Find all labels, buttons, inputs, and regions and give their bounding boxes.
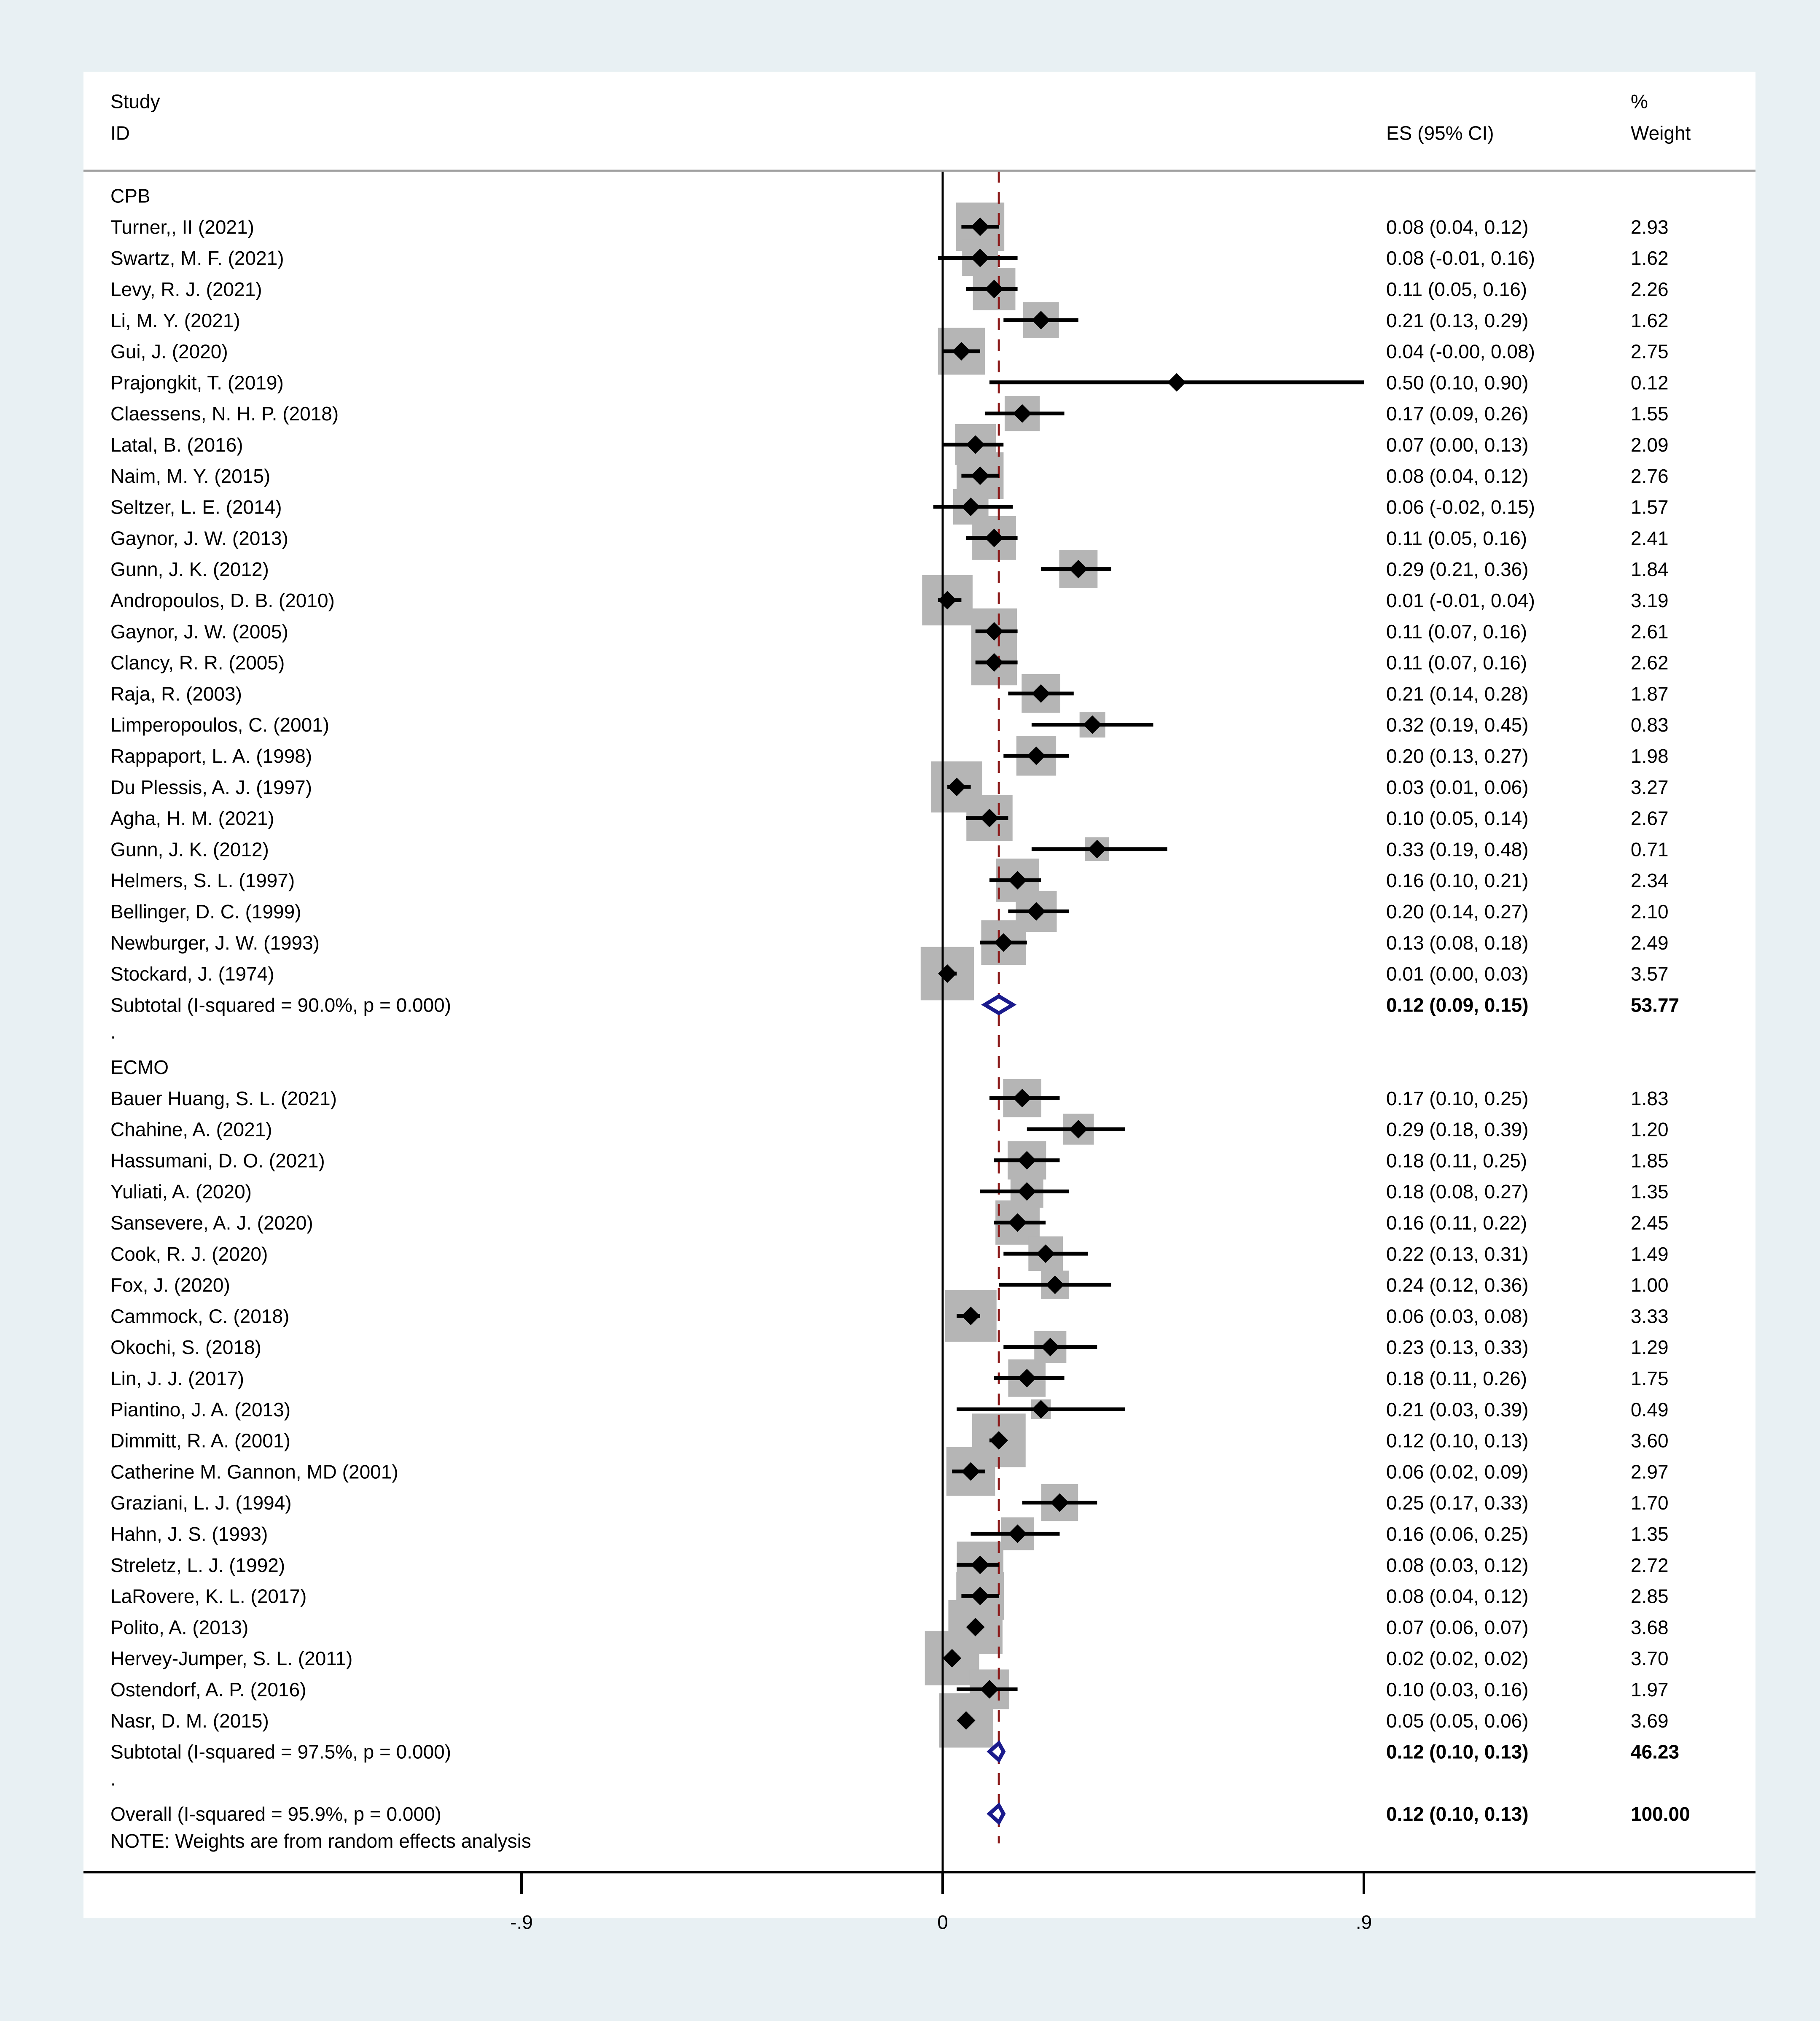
study-label: Gui, J. (2020)	[110, 340, 228, 363]
study-weight-text: 1.83	[1631, 1087, 1669, 1109]
study-weight-text: 2.61	[1631, 620, 1669, 643]
subtotal-label: Subtotal (I-squared = 97.5%, p = 0.000)	[110, 1741, 452, 1763]
study-weight-text: 2.45	[1631, 1211, 1669, 1234]
study-es-text: 0.20 (0.14, 0.27)	[1386, 900, 1529, 923]
overall-weight-text: 100.00	[1631, 1803, 1690, 1825]
note-text: NOTE: Weights are from random effects analysis	[110, 1830, 531, 1852]
study-label: Seltzer, L. E. (2014)	[110, 496, 282, 518]
forest-plot	[83, 72, 1755, 1933]
study-label: Lin, J. J. (2017)	[110, 1367, 245, 1389]
x-tick-label: 0	[937, 1911, 948, 1933]
study-es-text: 0.11 (0.05, 0.16)	[1386, 278, 1527, 300]
study-es-text: 0.07 (0.00, 0.13)	[1386, 433, 1529, 456]
study-es-text: 0.25 (0.17, 0.33)	[1386, 1492, 1529, 1514]
study-weight-text: 2.97	[1631, 1461, 1669, 1483]
plot-panel	[83, 72, 1755, 1933]
study-label: Claessens, N. H. P. (2018)	[110, 403, 339, 425]
study-es-text: 0.21 (0.13, 0.29)	[1386, 309, 1529, 331]
study-weight-text: 3.57	[1631, 963, 1669, 985]
header-study: Study	[110, 90, 160, 113]
study-label: Levy, R. J. (2021)	[110, 278, 262, 300]
study-label: Ostendorf, A. P. (2016)	[110, 1678, 306, 1701]
study-es-text: 0.50 (0.10, 0.90)	[1386, 371, 1529, 394]
study-weight-text: 1.57	[1631, 496, 1669, 518]
overall-es-text: 0.12 (0.10, 0.13)	[1386, 1803, 1529, 1825]
study-weight-text: 3.68	[1631, 1616, 1669, 1639]
study-es-text: 0.16 (0.11, 0.22)	[1386, 1211, 1527, 1234]
study-es-text: 0.29 (0.18, 0.39)	[1386, 1118, 1529, 1141]
study-weight-text: 0.12	[1631, 371, 1669, 394]
study-weight-text: 2.26	[1631, 278, 1669, 300]
study-weight-text: 0.71	[1631, 838, 1669, 861]
study-weight-text: 3.69	[1631, 1709, 1669, 1732]
header-es: ES (95% CI)	[1386, 122, 1494, 144]
study-weight-text: 2.62	[1631, 651, 1669, 674]
study-label: Chahine, A. (2021)	[110, 1118, 272, 1141]
study-weight-text: 3.70	[1631, 1647, 1669, 1670]
study-es-text: 0.07 (0.06, 0.07)	[1386, 1616, 1529, 1639]
study-es-text: 0.33 (0.19, 0.48)	[1386, 838, 1529, 861]
study-label: Gaynor, J. W. (2013)	[110, 527, 288, 549]
separator-dot: .	[110, 1768, 116, 1790]
study-weight-text: 1.55	[1631, 403, 1669, 425]
study-es-text: 0.18 (0.11, 0.25)	[1386, 1149, 1527, 1172]
study-es-text: 0.13 (0.08, 0.18)	[1386, 931, 1529, 954]
subtotal-weight-text: 53.77	[1631, 994, 1680, 1016]
subtotal-label: Subtotal (I-squared = 90.0%, p = 0.000)	[110, 994, 452, 1016]
study-es-text: 0.23 (0.13, 0.33)	[1386, 1336, 1529, 1359]
header-percent: %	[1631, 90, 1648, 113]
study-es-text: 0.11 (0.07, 0.16)	[1386, 620, 1527, 643]
study-es-text: 0.18 (0.08, 0.27)	[1386, 1181, 1529, 1203]
weight-box-layer	[921, 202, 1182, 1747]
group-label: ECMO	[110, 1056, 169, 1078]
study-weight-text: 1.35	[1631, 1181, 1669, 1203]
study-weight-text: 1.97	[1631, 1678, 1669, 1701]
study-es-text: 0.11 (0.05, 0.16)	[1386, 527, 1527, 549]
study-es-text: 0.10 (0.05, 0.14)	[1386, 807, 1529, 829]
study-es-text: 0.04 (-0.00, 0.08)	[1386, 340, 1535, 363]
study-label: Cook, R. J. (2020)	[110, 1243, 268, 1265]
study-weight-text: 0.49	[1631, 1398, 1669, 1421]
study-weight-text: 1.49	[1631, 1243, 1669, 1265]
study-weight-text: 2.49	[1631, 931, 1669, 954]
study-es-text: 0.03 (0.01, 0.06)	[1386, 776, 1529, 798]
overall-diamond	[989, 1806, 1003, 1822]
study-weight-text: 2.72	[1631, 1554, 1669, 1576]
study-label: Andropoulos, D. B. (2010)	[110, 589, 335, 611]
group-label: CPB	[110, 185, 151, 207]
study-label: Helmers, S. L. (1997)	[110, 869, 295, 892]
study-weight-text: 0.83	[1631, 714, 1669, 736]
study-es-text: 0.11 (0.07, 0.16)	[1386, 651, 1527, 674]
study-label: Hahn, J. S. (1993)	[110, 1523, 268, 1545]
study-label: Prajongkit, T. (2019)	[110, 371, 284, 394]
study-label: Okochi, S. (2018)	[110, 1336, 261, 1359]
study-label: Clancy, R. R. (2005)	[110, 651, 285, 674]
study-label: Turner,, II (2021)	[110, 216, 254, 238]
study-label: Bauer Huang, S. L. (2021)	[110, 1087, 337, 1109]
study-weight-text: 1.75	[1631, 1367, 1669, 1389]
study-weight-text: 1.98	[1631, 745, 1669, 767]
study-es-text: 0.06 (0.02, 0.09)	[1386, 1461, 1529, 1483]
study-es-text: 0.12 (0.10, 0.13)	[1386, 1429, 1529, 1452]
study-weight-text: 1.84	[1631, 558, 1669, 581]
separator-dot: .	[110, 1021, 116, 1043]
study-weight-text: 1.70	[1631, 1492, 1669, 1514]
study-label: Streletz, L. J. (1992)	[110, 1554, 285, 1576]
subtotal-es-text: 0.12 (0.09, 0.15)	[1386, 994, 1529, 1016]
study-label: LaRovere, K. L. (2017)	[110, 1585, 307, 1607]
subtotal-diamond	[985, 996, 1013, 1013]
study-weight-text: 1.29	[1631, 1336, 1669, 1359]
study-es-text: 0.02 (0.02, 0.02)	[1386, 1647, 1529, 1670]
study-label: Sansevere, A. J. (2020)	[110, 1211, 313, 1234]
study-label: Catherine M. Gannon, MD (2001)	[110, 1461, 398, 1483]
study-label: Polito, A. (2013)	[110, 1616, 249, 1639]
study-label: Du Plessis, A. J. (1997)	[110, 776, 312, 798]
study-es-text: 0.01 (0.00, 0.03)	[1386, 963, 1529, 985]
study-weight-text: 1.85	[1631, 1149, 1669, 1172]
study-label: Rappaport, L. A. (1998)	[110, 745, 312, 767]
study-label: Li, M. Y. (2021)	[110, 309, 240, 331]
study-label: Hassumani, D. O. (2021)	[110, 1149, 325, 1172]
x-tick-label: .9	[1355, 1911, 1372, 1933]
x-tick-label: -.9	[510, 1911, 533, 1933]
study-es-text: 0.08 (0.04, 0.12)	[1386, 1585, 1529, 1607]
study-label: Latal, B. (2016)	[110, 433, 243, 456]
overall-label: Overall (I-squared = 95.9%, p = 0.000)	[110, 1803, 441, 1825]
study-es-text: 0.29 (0.21, 0.36)	[1386, 558, 1529, 581]
study-weight-text: 2.93	[1631, 216, 1669, 238]
study-weight-text: 2.75	[1631, 340, 1669, 363]
study-weight-text: 2.41	[1631, 527, 1669, 549]
study-label: Gunn, J. K. (2012)	[110, 558, 269, 581]
study-label: Agha, H. M. (2021)	[110, 807, 274, 829]
study-weight-text: 3.19	[1631, 589, 1669, 611]
study-weight-text: 2.09	[1631, 433, 1669, 456]
study-weight-text: 1.35	[1631, 1523, 1669, 1545]
study-weight-text: 1.62	[1631, 309, 1669, 331]
study-es-text: 0.17 (0.09, 0.26)	[1386, 403, 1529, 425]
study-label: Bellinger, D. C. (1999)	[110, 900, 301, 923]
study-label: Gaynor, J. W. (2005)	[110, 620, 288, 643]
study-es-text: 0.08 (0.03, 0.12)	[1386, 1554, 1529, 1576]
study-label: Stockard, J. (1974)	[110, 963, 274, 985]
study-es-text: 0.16 (0.06, 0.25)	[1386, 1523, 1529, 1545]
study-es-text: 0.20 (0.13, 0.27)	[1386, 745, 1529, 767]
study-es-text: 0.05 (0.05, 0.06)	[1386, 1709, 1529, 1732]
study-es-text: 0.06 (0.03, 0.08)	[1386, 1305, 1529, 1327]
study-weight-text: 2.10	[1631, 900, 1669, 923]
study-label: Naim, M. Y. (2015)	[110, 465, 271, 487]
subtotal-es-text: 0.12 (0.10, 0.13)	[1386, 1741, 1529, 1763]
study-label: Yuliati, A. (2020)	[110, 1181, 252, 1203]
study-label: Hervey-Jumper, S. L. (2011)	[110, 1647, 353, 1670]
study-es-text: 0.17 (0.10, 0.25)	[1386, 1087, 1529, 1109]
header-id: ID	[110, 122, 130, 144]
study-weight-text: 2.67	[1631, 807, 1669, 829]
study-es-text: 0.08 (0.04, 0.12)	[1386, 465, 1529, 487]
study-weight-text: 3.60	[1631, 1429, 1669, 1452]
study-weight-text: 3.33	[1631, 1305, 1669, 1327]
study-weight-text: 2.76	[1631, 465, 1669, 487]
subtotal-weight-text: 46.23	[1631, 1741, 1680, 1763]
study-weight-text: 1.00	[1631, 1274, 1669, 1296]
study-es-text: 0.22 (0.13, 0.31)	[1386, 1243, 1529, 1265]
study-weight-text: 1.20	[1631, 1118, 1669, 1141]
study-label: Fox, J. (2020)	[110, 1274, 230, 1296]
study-label: Cammock, C. (2018)	[110, 1305, 290, 1327]
study-es-text: 0.24 (0.12, 0.36)	[1386, 1274, 1529, 1296]
study-label: Piantino, J. A. (2013)	[110, 1398, 291, 1421]
study-label: Newburger, J. W. (1993)	[110, 931, 320, 954]
study-label: Nasr, D. M. (2015)	[110, 1709, 269, 1732]
study-es-text: 0.18 (0.11, 0.26)	[1386, 1367, 1527, 1389]
study-weight-text: 1.62	[1631, 247, 1669, 269]
study-label: Graziani, L. J. (1994)	[110, 1492, 292, 1514]
study-es-text: 0.01 (-0.01, 0.04)	[1386, 589, 1535, 611]
study-es-text: 0.08 (-0.01, 0.16)	[1386, 247, 1535, 269]
study-label: Swartz, M. F. (2021)	[110, 247, 284, 269]
header-weight: Weight	[1631, 122, 1691, 144]
point-estimate-marker	[1167, 373, 1186, 392]
study-es-text: 0.16 (0.10, 0.21)	[1386, 869, 1529, 892]
study-label: Dimmitt, R. A. (2001)	[110, 1429, 290, 1452]
study-weight-text: 1.87	[1631, 683, 1669, 705]
study-es-text: 0.08 (0.04, 0.12)	[1386, 216, 1529, 238]
study-es-text: 0.10 (0.03, 0.16)	[1386, 1678, 1529, 1701]
study-es-text: 0.21 (0.14, 0.28)	[1386, 683, 1529, 705]
study-weight-text: 2.85	[1631, 1585, 1669, 1607]
study-label: Raja, R. (2003)	[110, 683, 242, 705]
study-weight-text: 3.27	[1631, 776, 1669, 798]
study-es-text: 0.32 (0.19, 0.45)	[1386, 714, 1529, 736]
study-label: Gunn, J. K. (2012)	[110, 838, 269, 861]
study-es-text: 0.21 (0.03, 0.39)	[1386, 1398, 1529, 1421]
study-label: Limperopoulos, C. (2001)	[110, 714, 330, 736]
study-weight-text: 2.34	[1631, 869, 1669, 892]
study-es-text: 0.06 (-0.02, 0.15)	[1386, 496, 1535, 518]
